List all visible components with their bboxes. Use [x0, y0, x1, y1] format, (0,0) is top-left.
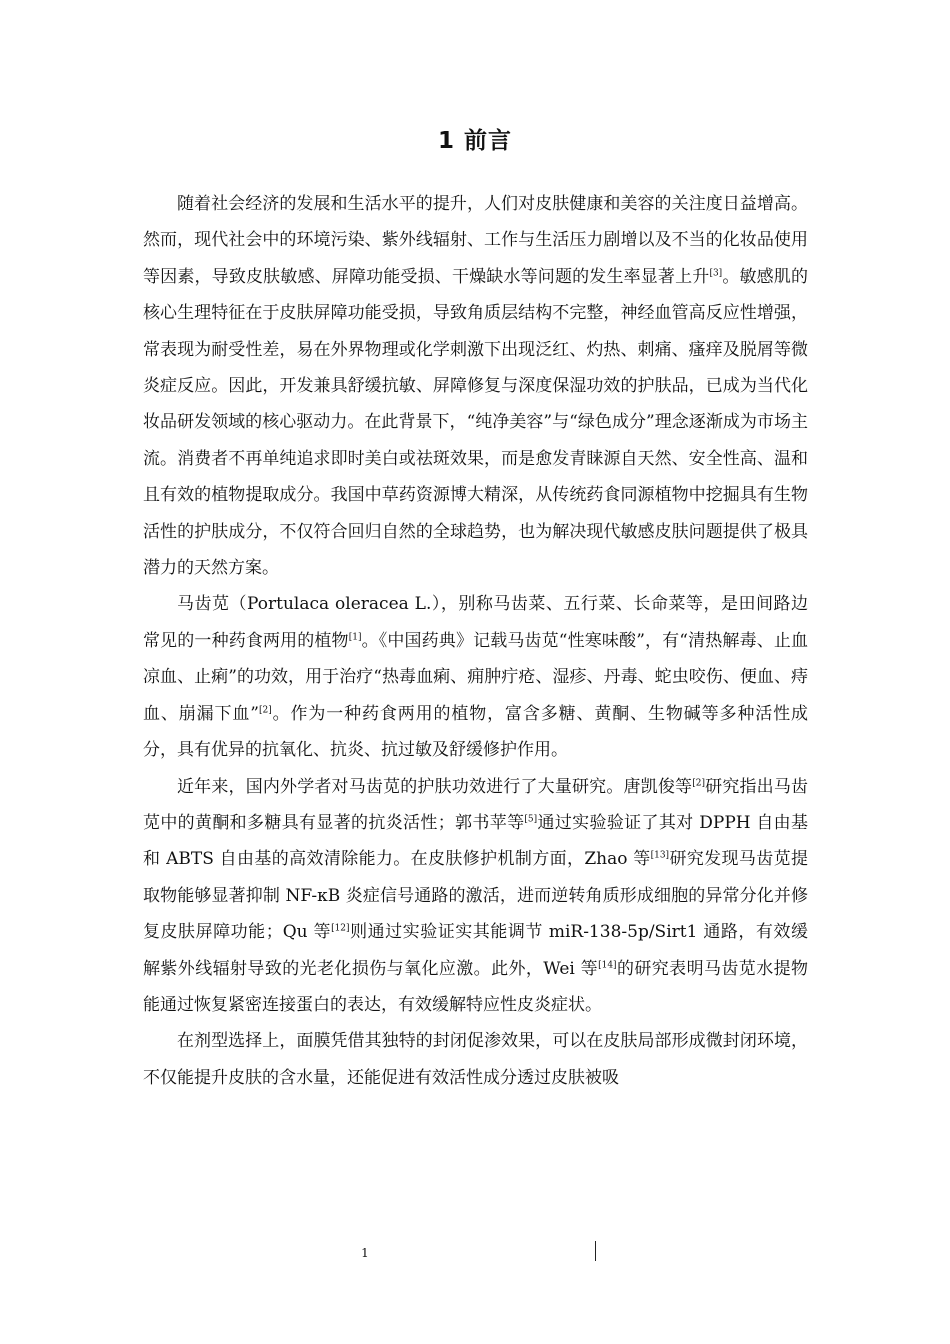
citation-marker: [5] — [524, 814, 538, 825]
paragraph-text: 近年来，国内外学者对马齿苋的护肤功效进行了大量研究。唐凯俊等 — [177, 776, 693, 797]
citation-marker: [13] — [650, 850, 670, 861]
paragraph-text: 随着社会经济的发展和生活水平的提升，人们对皮肤健康和美容的关注度日益增高。然而，现代社会中的环境污染、紫外线辐射、工作与生活压力剧增以及不当的化妆品使用等因素，导致皮肤敏感、屏障功能受损、干燥缺水等问题的发生率显著上升 — [143, 194, 808, 287]
paragraph-text: 在剂型选择上，面膜凭借其独特的封闭促渗效果，可以在皮肤局部形成微封闭环境，不仅能提升皮肤的含水量，还能促进有效活性成分透过皮肤被吸 — [143, 1031, 808, 1088]
citation-marker: [3] — [709, 268, 723, 279]
page-number: 1 — [361, 1246, 369, 1260]
paragraph-text: 。《中国药典》记载马齿苋“性寒味酸”，有“清热解毒、止血凉血、止痢”的功效，用于治疗“热毒血痢、痈肿疔疮、湿疹、丹毒、蛇虫咬伤、便血、痔血、崩漏下血” — [143, 630, 808, 724]
paragraph-text: 研究发现马齿苋提取物能够显著抑制 NF-κB 炎症信号通路的激活，进而逆转角质形成细胞的异常分化并修复皮肤屏障功能；Qu 等 — [143, 849, 808, 943]
citation-marker: [2] — [692, 777, 705, 788]
paragraph — [143, 1023, 808, 1096]
citation-marker: [2] — [258, 705, 272, 716]
footer-divider — [595, 1241, 596, 1261]
paragraph-text: 则通过实验证实其能调节 miR-138-5p/Sirt1 通路，有效缓解紫外线辐射导致的光老化损伤与氧化应激。此外，Wei 等 — [143, 922, 808, 979]
paragraph-text: 。作为一种药食两用的植物，富含多糖、黄酮、生物碱等多种活性成分，具有优异的抗氧化、抗炎、抗过敏及舒缓修护作用。 — [143, 703, 808, 761]
paragraph-text: 马齿苋（Portulaca oleracea L.），别称马齿菜、五行菜、长命菜等，是田间路边常见的一种药食两用的植物 — [143, 594, 808, 651]
paragraph-text: 通过实验验证了其对 DPPH 自由基和 ABTS 自由基的高效清除能力。在皮肤修护机制方面，Zhao 等 — [143, 812, 809, 870]
paragraph — [143, 769, 808, 1024]
body-text — [143, 186, 808, 1096]
paragraph-text: 研究指出马齿苋中的黄酮和多糖具有显著的抗炎活性；郭书苹等 — [143, 776, 809, 833]
citation-marker: [14] — [598, 959, 617, 970]
paragraph — [143, 186, 808, 586]
paragraph-text: 。敏感肌的核心生理特征在于皮肤屏障功能受损，导致角质层结构不完整，神经血管高反应性增强，常表现为耐受性差，易在外界物理或化学刺激下出现泛红、灼热、刺痛、瘙痒及脱屑等微炎症反应。因此，开发兼具舒缓抗敏、屏障修复与深度保湿功效的护肤品，已成为当代化妆品研发领域的核心驱动力。在此背景下，“纯净美容”与“绿色成分”理念逐渐成为市场主流。消费者不再单纯追求即时美白或祛斑效果，而是愈发青睐源自天然、安全性高、温和且有效的植物提取成分。我国中草药资源博大精深，从传统药食同源植物中挖掘具有生物活性的护肤成分，不仅符合回归自然的全球趋势，也为解决现代敏感皮肤问题提供了极具潜力的天然方案。 — [143, 266, 809, 579]
citation-marker: [12] — [331, 923, 350, 934]
citation-marker: [1] — [348, 632, 362, 643]
paragraph-text: 的研究表明马齿苋水提物能通过恢复紧密连接蛋白的表达，有效缓解特应性皮炎症状。 — [143, 958, 808, 1015]
paragraph — [143, 586, 808, 768]
section-heading: 1 前言 — [437, 128, 512, 154]
